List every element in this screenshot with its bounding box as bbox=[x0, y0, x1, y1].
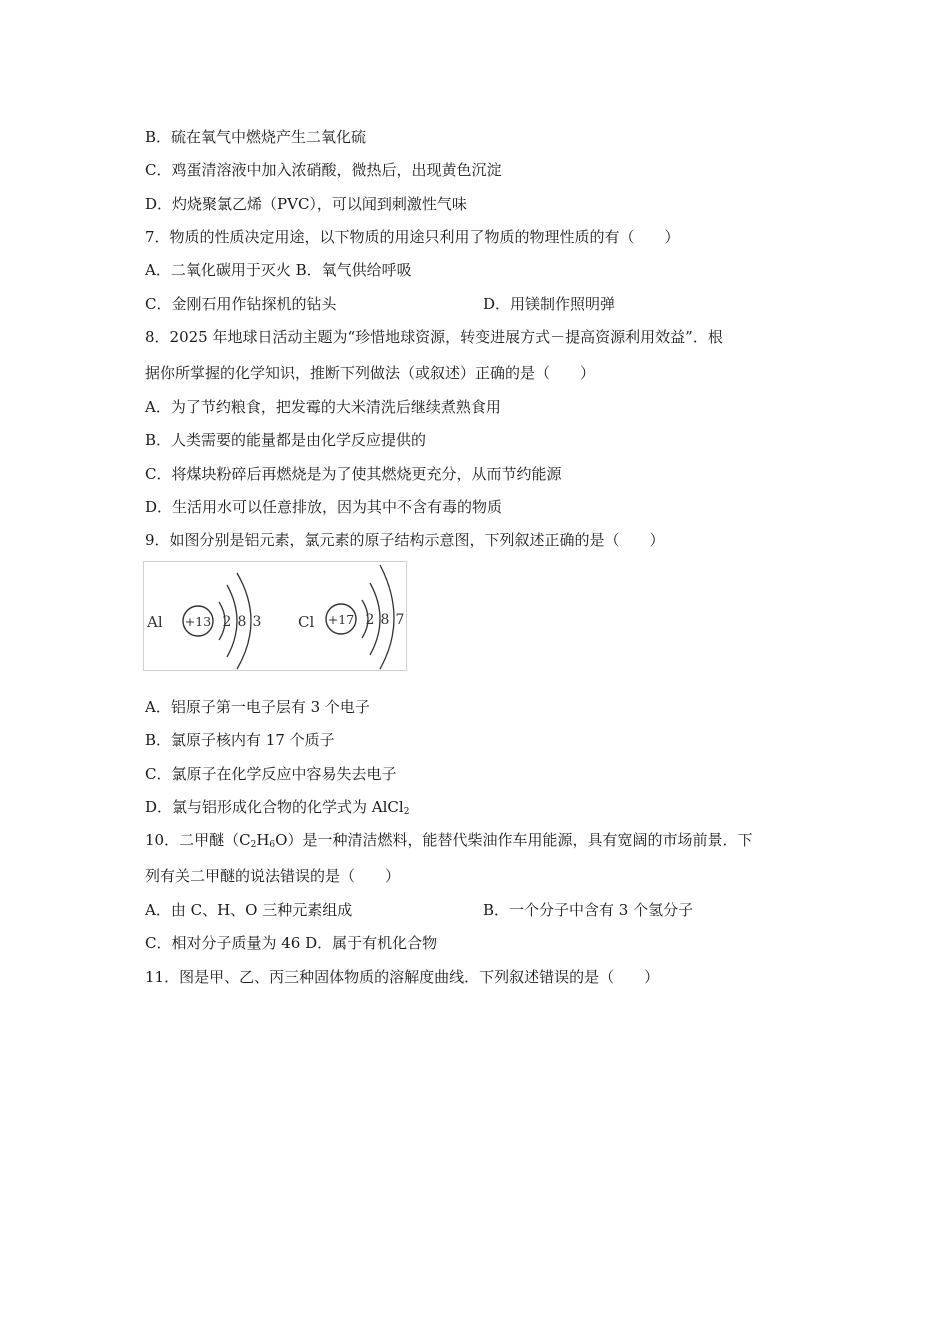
cl-shell-1-electrons: 2 bbox=[365, 612, 375, 628]
q6-option-c: C．鸡蛋清溶液中加入浓硝酸，微热后，出现黄色沉淀 bbox=[145, 161, 502, 179]
q9-option-b: B．氯原子核内有 17 个质子 bbox=[145, 731, 335, 749]
q8-option-a: A．为了节约粮食，把发霉的大米清洗后继续煮熟食用 bbox=[145, 398, 501, 416]
q10-options-c-d: C．相对分子质量为 46 D．属于有机化合物 bbox=[145, 934, 438, 952]
q7-option-c: C．金刚石用作钻探机的钻头 bbox=[145, 295, 337, 313]
q8-option-b: B．人类需要的能量都是由化学反应提供的 bbox=[145, 431, 427, 449]
al-symbol: Al bbox=[147, 613, 163, 631]
q6-option-b: B．硫在氧气中燃烧产生二氧化硫 bbox=[145, 128, 367, 146]
q9-option-d bbox=[145, 797, 409, 822]
q8-option-c: C．将煤块粉碎后再燃烧是为了使其燃烧更充分，从而节约能源 bbox=[145, 465, 562, 483]
q6-option-d: D．灼烧聚氯乙烯（PVC），可以闻到刺激性气味 bbox=[145, 195, 467, 213]
q9-option-c: C．氯原子在化学反应中容易失去电子 bbox=[145, 765, 397, 783]
cl-symbol: Cl bbox=[298, 613, 315, 631]
cl-nucleus-charge: +17 bbox=[327, 612, 355, 627]
atomic-structure-diagram bbox=[143, 561, 407, 671]
q10-option-b: B．一个分子中含有 3 个氢分子 bbox=[483, 901, 694, 919]
q7-option-d: D．用镁制作照明弹 bbox=[483, 295, 616, 313]
al-shell-3-electrons: 3 bbox=[252, 614, 262, 630]
al-nucleus-charge: +13 bbox=[184, 614, 212, 629]
q10-stem-line-2: 列有关二甲醚的说法错误的是（ ） bbox=[145, 867, 401, 885]
q9-option-a: A．铝原子第一电子层有 3 个电子 bbox=[145, 698, 370, 716]
q9-stem: 9．如图分别是铝元素，氯元素的原子结构示意图，下列叙述正确的是（ ） bbox=[145, 531, 665, 549]
q10-stem-suffix: O）是一种清洁燃料，能替代柴油作车用能源，具有宽阔的市场前景．下 bbox=[275, 831, 753, 849]
q10-stem-h: H bbox=[256, 831, 270, 849]
q10-h-subscript: 6 bbox=[269, 840, 276, 850]
al-shell-1-electrons: 2 bbox=[222, 614, 232, 630]
q9-option-d-subscript: 2 bbox=[403, 807, 410, 817]
al-shell-2-electrons: 8 bbox=[237, 614, 247, 630]
q8-stem-line-1: 8．2025 年地球日活动主题为“珍惜地球资源，转变进展方式－提高资源利用效益”．根 bbox=[145, 328, 723, 346]
q9-option-d-text: D．氯与铝形成化合物的化学式为 AlCl bbox=[145, 798, 404, 816]
q10-option-a: A．由 C、H、O 三种元素组成 bbox=[145, 901, 353, 919]
cl-shell-2-electrons: 8 bbox=[380, 612, 390, 628]
q10-stem-prefix: 10．二甲醚（C bbox=[145, 831, 251, 849]
cl-shell-3-electrons: 7 bbox=[395, 612, 405, 628]
q7-stem: 7．物质的性质决定用途，以下物质的用途只利用了物质的物理性质的有（ ） bbox=[145, 228, 680, 246]
q10-stem-line-1 bbox=[145, 830, 752, 855]
q7-options-a-b: A．二氧化碳用于灭火 B．氧气供给呼吸 bbox=[145, 261, 412, 279]
q11-stem: 11．图是甲、乙、丙三种固体物质的溶解度曲线．下列叙述错误的是（ ） bbox=[145, 968, 660, 986]
q8-option-d: D．生活用水可以任意排放，因为其中不含有毒的物质 bbox=[145, 498, 503, 516]
q8-stem-line-2: 据你所掌握的化学知识，推断下列做法（或叙述）正确的是（ ） bbox=[145, 364, 596, 382]
q10-c-subscript: 2 bbox=[250, 840, 257, 850]
